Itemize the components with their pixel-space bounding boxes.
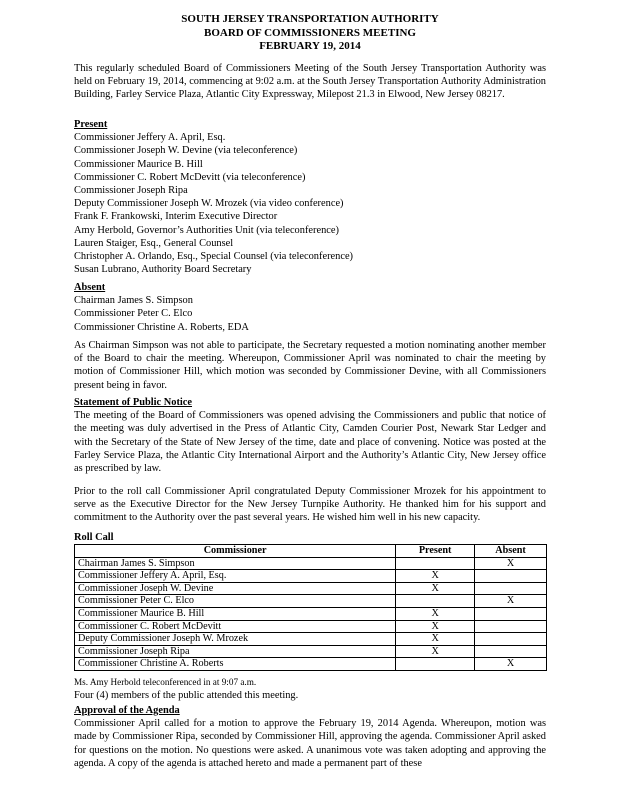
public-notice-section [74,396,546,475]
present-item: Commissioner C. Robert McDevitt (via teleconference) [74,171,306,183]
public-notice-text: The meeting of the Board of Commissioners was opened advising the Commissioners and public that notice of the meeting was duly advertised in the Press of Atlantic City, Camden Courier Post, Newark Star Ledger and with the Secretary of the State of New Jersey of the time, date and place of convening. Notice was posted at the Farley Service Plaza, the Atlantic City International Airport and the Authority’s Atlantic City, New Jersey office as prescribed by law. [74,410,546,475]
commissioner-cell: Commissioner Peter C. Elco [75,595,396,608]
table-row [75,645,547,658]
header-title: SOUTH JERSEY TRANSPORTATION AUTHORITY [181,13,439,25]
present-section [74,118,546,276]
present-item: Lauren Staiger, Esq., General Counsel [74,237,234,249]
table-row [75,607,547,620]
present-item: Commissioner Joseph W. Devine (via teleconference) [74,145,298,157]
table-row [75,633,547,646]
commissioner-cell: Chairman James S. Simpson [75,557,396,570]
present-cell: X [396,607,475,620]
commissioner-cell: Commissioner Jeffery A. April, Esq. [75,570,396,583]
absent-item: Commissioner Peter C. Elco [74,308,193,320]
roll-call-table [74,544,547,671]
absent-heading: Absent [74,282,106,293]
roll-call-heading: Roll Call [74,532,114,543]
table-row [75,620,547,633]
present-cell: X [396,633,475,646]
absent-section [74,281,546,334]
table-row [75,582,547,595]
chair-paragraph: As Chairman Simpson was not able to participate, the Secretary requested a motion nominating another member of the Board to chair the meeting. Whereupon, Commissioner April was nominated to chair the meeting by motion of Commissioner Hill, which motion was seconded by Commissioner Devine, with all Commissioners present being in favor. [74,340,546,391]
present-cell [396,557,475,570]
table-row [75,570,547,583]
column-header-absent: Absent [475,545,547,558]
agenda-heading: Approval of the Agenda [74,705,180,716]
absent-cell: X [475,595,547,608]
commissioner-cell: Commissioner Joseph Ripa [75,645,396,658]
present-item: Commissioner Jeffery A. April, Esq. [74,132,226,144]
agenda-section [74,704,546,770]
agenda-text: Commissioner April called for a motion to approve the February 19, 2014 Agenda. Whereupon, motion was made by Commissioner Ripa, seconded by Commissioner Hill, approving the agenda. Commissioner April asked for questions on the motion. No questions were asked. A unanimous vote was taken adopting and approving the agenda. A copy of the agenda is attached hereto and made a permanent part of these [74,718,546,769]
commissioner-cell: Deputy Commissioner Joseph W. Mrozek [75,633,396,646]
present-cell: X [396,620,475,633]
present-cell [396,658,475,671]
commissioner-cell: Commissioner Maurice B. Hill [75,607,396,620]
intro-paragraph: This regularly scheduled Board of Commissioners Meeting of the South Jersey Transportation Authority was held on February 19, 2014, commencing at 9:02 a.m. at the South Jersey Transportation Authority Administration Building, Farley Service Plaza, Atlantic City Expressway, Milepost 21.3 in Elwood, New Jersey 08217. [74,63,546,101]
present-heading: Present [74,119,108,130]
public-notice-heading: Statement of Public Notice [74,397,193,408]
table-row [75,595,547,608]
absent-cell [475,645,547,658]
present-cell: X [396,570,475,583]
teleconference-note: Ms. Amy Herbold teleconferenced in at 9:07 a.m. [74,677,257,687]
present-cell: X [396,582,475,595]
table-row [75,557,547,570]
present-cell: X [396,645,475,658]
table-row [75,658,547,671]
congrats-paragraph: Prior to the roll call Commissioner April congratulated Deputy Commissioner Mrozek for his appointment to serve as the Executive Director for the New Jersey Turnpike Authority. He thanked him for his support and commitment to the Authority over the past several years. He wished him well in his new capacity. [74,486,546,524]
document-header [74,13,546,54]
absent-cell [475,620,547,633]
commissioner-cell: Commissioner Christine A. Roberts [75,658,396,671]
absent-cell [475,570,547,583]
public-attendance: Four (4) members of the public attended this meeting. [74,690,299,701]
absent-cell [475,582,547,595]
absent-cell: X [475,557,547,570]
header-date: FEBRUARY 19, 2014 [259,40,361,53]
present-item: Frank F. Frankowski, Interim Executive Director [74,211,278,223]
commissioner-cell: Commissioner Joseph W. Devine [75,582,396,595]
present-item: Susan Lubrano, Authority Board Secretary [74,264,252,276]
table-header-row [75,545,547,558]
present-item: Christopher A. Orlando, Esq., Special Counsel (via teleconference) [74,251,354,263]
absent-cell [475,607,547,620]
commissioner-cell: Commissioner C. Robert McDevitt [75,620,396,633]
present-item: Deputy Commissioner Joseph W. Mrozek (via video conference) [74,198,344,210]
absent-item: Commissioner Christine A. Roberts, EDA [74,321,249,333]
absent-item: Chairman James S. Simpson [74,295,193,307]
present-cell [396,595,475,608]
column-header-commissioner: Commissioner [75,545,396,558]
present-item: Amy Herbold, Governor’s Authorities Unit (via teleconference) [74,224,339,236]
header-subtitle: BOARD OF COMMISSIONERS MEETING [204,26,416,39]
present-item: Commissioner Joseph Ripa [74,185,188,197]
absent-cell: X [475,658,547,671]
column-header-present: Present [396,545,475,558]
present-item: Commissioner Maurice B. Hill [74,158,203,170]
absent-cell [475,633,547,646]
